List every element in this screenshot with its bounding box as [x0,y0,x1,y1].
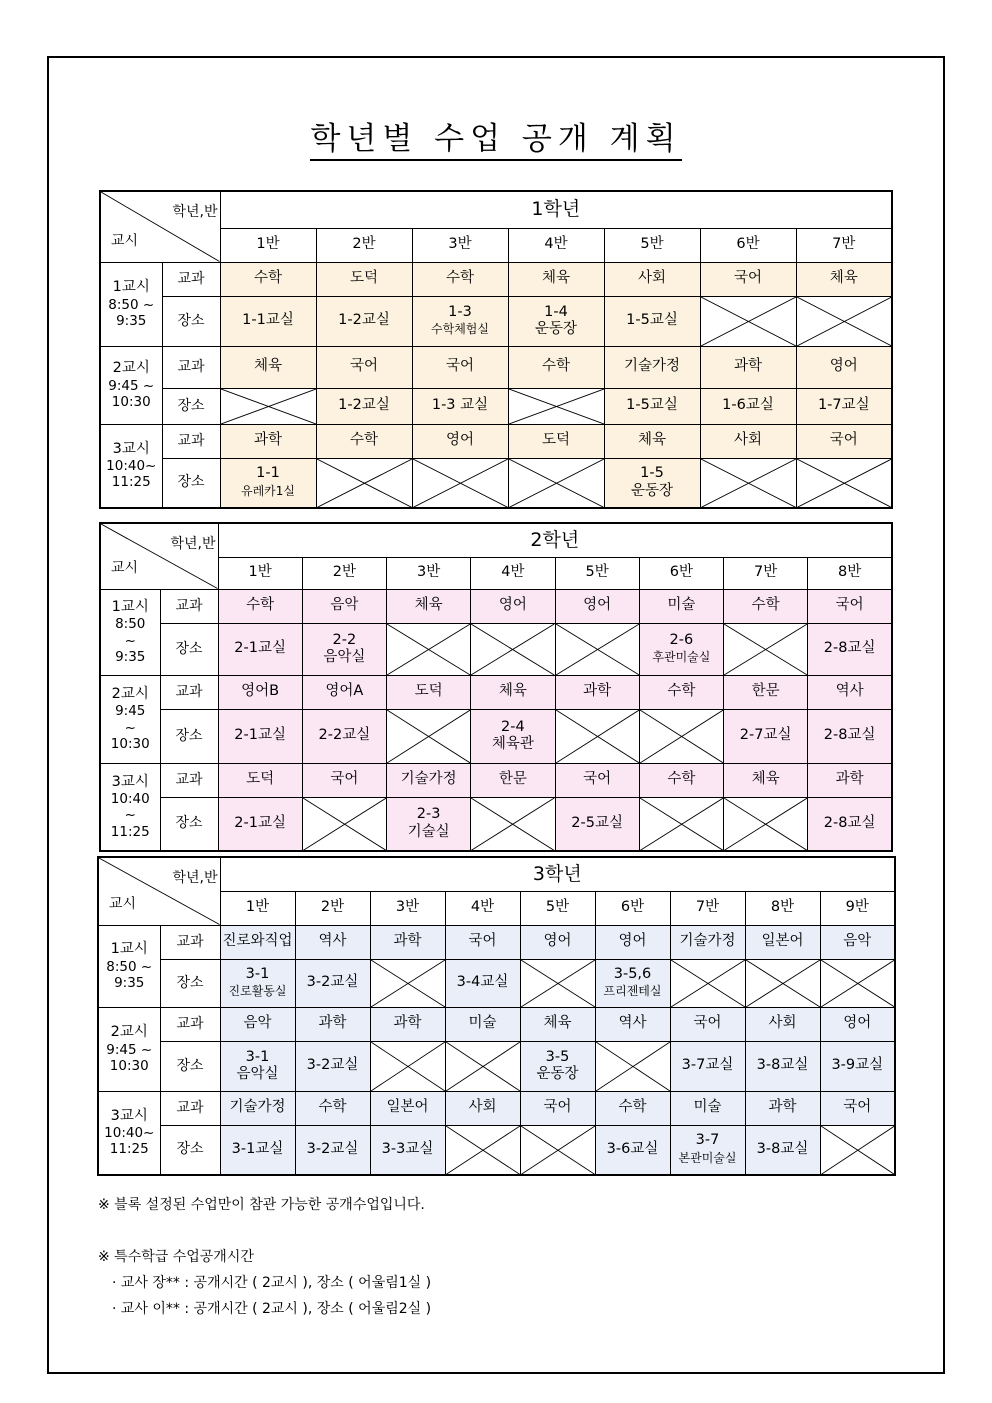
closed-cell-cross [700,296,796,346]
place-line: 1-5 [640,465,664,482]
place-line: 2-8교실 [823,727,876,744]
place-line: 2-8교실 [823,640,876,657]
subject-cell: 사회 [745,1007,820,1041]
place-line: 2-8교실 [823,815,876,832]
class-header: 1반 [220,891,295,925]
row-label-place: 장소 [162,296,220,346]
subject-cell: 수학 [295,1091,370,1125]
subject-cell: 수학 [316,424,412,458]
place-cell [808,623,892,675]
place-line: 프리젠테실 [603,984,662,998]
header-corner [100,191,220,262]
subject-cell: 역사 [295,925,370,959]
subject-cell: 국어 [796,424,892,458]
class-header: 2반 [316,228,412,262]
place-line: 운동장 [630,482,674,499]
subject-cell: 과학 [555,675,639,709]
period-name: 1교시 [110,941,148,958]
closed-cell-cross [745,959,820,1007]
place-cell [508,296,604,346]
place-cell [316,388,412,424]
note-teacher-2: · 교사 이** : 공개시간 ( 2교시 ), 장소 ( 어울림2실 ) [112,1301,432,1317]
subject-cell: 기술가정 [220,1091,295,1125]
period-time: 9:35 [116,312,147,329]
period-time: ~ [124,807,136,824]
period-cell [100,346,162,424]
place-cell [220,1041,295,1091]
place-cell [796,388,892,424]
closed-cell-cross [412,458,508,508]
subject-cell: 국어 [670,1007,745,1041]
period-name: 1교시 [111,599,149,616]
place-line: 2-1교실 [234,815,286,832]
subject-cell: 수학 [508,346,604,388]
place-cell [445,959,520,1007]
class-header: 4반 [471,557,555,589]
place-line: 3-7 [695,1132,720,1149]
closed-cell-cross [724,797,808,851]
period-time: 10:30 [111,393,151,410]
subject-cell: 국어 [820,1091,895,1125]
closed-cell-cross [471,623,555,675]
place-cell [670,1041,745,1091]
period-name: 2교시 [112,360,150,377]
place-cell [724,709,808,763]
row-label-subject: 교과 [162,346,220,388]
header-grade-ban: 학년,반 [172,870,218,886]
closed-cell-cross [796,296,892,346]
place-line: 기술실 [407,823,450,840]
period-time: 10:30 [109,1057,149,1074]
place-line: 1-7교실 [817,397,870,414]
subject-cell: 미술 [639,589,723,623]
subject-cell: 국어 [445,925,520,959]
subject-cell: 수학 [412,262,508,296]
grade-title: 2학년 [218,523,892,557]
note-observation: ※ 블록 설정된 수업만이 참관 가능한 공개수업입니다. [98,1197,425,1213]
subject-cell: 영어B [218,675,302,709]
subject-cell: 도덕 [508,424,604,458]
subject-cell: 수학 [639,763,723,797]
place-cell [670,1125,745,1175]
place-line: 1-2교실 [338,397,390,414]
row-label-subject: 교과 [160,925,220,959]
place-cell [412,388,508,424]
row-label-place: 장소 [160,797,218,851]
subject-cell: 기술가정 [387,763,471,797]
place-cell [295,959,370,1007]
subject-cell: 영어 [412,424,508,458]
class-header: 2반 [295,891,370,925]
place-line: 음악실 [323,649,366,665]
subject-cell: 국어 [302,763,386,797]
period-cell [98,925,160,1007]
header-period: 교시 [109,895,137,912]
place-line: 1-4 [544,303,568,320]
place-line: 3-1 [245,965,270,982]
row-label-subject: 교과 [160,589,218,623]
place-line: 2-6 [669,631,694,648]
row-label-subject: 교과 [162,424,220,458]
period-cell [100,262,162,346]
subject-cell: 체육 [604,424,700,458]
subject-cell: 진로와직업 [220,925,295,959]
subject-cell: 사회 [604,262,700,296]
row-label-place: 장소 [160,623,218,675]
period-time: 8:50 ~ [108,296,155,313]
subject-cell: 기술가정 [604,346,700,388]
place-line: 본관미술실 [678,1150,737,1165]
closed-cell-cross [220,388,316,424]
place-cell [745,1125,820,1175]
subject-cell: 도덕 [387,675,471,709]
subject-cell: 사회 [445,1091,520,1125]
place-cell [220,458,316,508]
row-label-place: 장소 [160,709,218,763]
subject-cell: 국어 [808,589,892,623]
place-line: 1-3 교실 [431,397,489,414]
period-time: 10:40~ [106,458,157,475]
place-cell [520,1041,595,1091]
place-line: 2-5교실 [571,815,623,832]
subject-cell: 영어 [555,589,639,623]
place-line: 3-3교실 [381,1141,434,1158]
place-line: 2-7교실 [739,727,792,744]
closed-cell-cross [724,623,808,675]
place-cell [387,797,471,851]
header-grade-ban: 학년,반 [172,204,218,220]
subject-cell: 음악 [820,925,895,959]
closed-cell-cross [445,1041,520,1091]
period-cell [100,675,160,763]
subject-cell: 체육 [724,763,808,797]
row-label-subject: 교과 [160,675,218,709]
place-line: 3-9교실 [831,1057,884,1074]
closed-cell-cross [387,623,471,675]
class-header: 1반 [220,228,316,262]
place-line: 1-2교실 [338,312,390,329]
class-header: 6반 [595,891,670,925]
place-cell [295,1041,370,1091]
place-line: 3-4교실 [456,974,509,991]
place-line: 3-8교실 [756,1057,809,1074]
period-cell [98,1091,160,1175]
class-header: 5반 [520,891,595,925]
place-cell [316,296,412,346]
place-line: 3-6교실 [606,1141,659,1158]
subject-cell: 수학 [595,1091,670,1125]
subject-cell: 도덕 [218,763,302,797]
subject-cell: 체육 [387,589,471,623]
place-line: 후관미술실 [652,650,711,664]
class-header: 7반 [796,228,892,262]
class-header: 6반 [639,557,723,589]
place-cell [639,623,723,675]
class-header: 2반 [302,557,386,589]
closed-cell-cross [670,959,745,1007]
subject-cell: 한문 [471,763,555,797]
place-line: 1-1교실 [242,312,294,329]
place-cell [808,797,892,851]
class-header: 8반 [808,557,892,589]
closed-cell-cross [370,1041,445,1091]
place-cell [220,1125,295,1175]
subject-cell: 국어 [316,346,412,388]
class-header: 3반 [370,891,445,925]
place-line: 1-5교실 [626,312,678,329]
closed-cell-cross [639,709,723,763]
subject-cell: 과학 [370,925,445,959]
subject-cell: 국어 [555,763,639,797]
place-cell [808,709,892,763]
place-cell [302,709,386,763]
place-cell [302,623,386,675]
schedule-table-grade-2 [99,522,893,852]
subject-cell: 체육 [796,262,892,296]
place-line: 1-3 [448,303,472,320]
place-cell [218,797,302,851]
closed-cell-cross [820,1125,895,1175]
class-header: 5반 [555,557,639,589]
place-line: 2-2교실 [318,727,371,744]
period-time: ~ [124,719,136,736]
place-cell [412,296,508,346]
place-line: 3-7교실 [681,1057,734,1074]
period-time: 9:35 [114,974,145,991]
place-line: 3-1교실 [231,1141,284,1158]
closed-cell-cross [508,388,604,424]
note-special-class: ※ 특수학급 수업공개시간 [98,1249,254,1265]
period-time: ~ [124,632,136,649]
class-header: 7반 [670,891,745,925]
place-line: 2-1교실 [234,727,286,744]
period-time: 9:35 [115,648,146,665]
subject-cell: 미술 [445,1007,520,1041]
closed-cell-cross [555,709,639,763]
schedule-table-grade-1 [99,190,893,509]
grade-title: 1학년 [220,191,892,228]
subject-cell: 국어 [700,262,796,296]
subject-cell: 영어A [302,675,386,709]
subject-cell: 수학 [724,589,808,623]
place-cell [595,959,670,1007]
subject-cell: 과학 [808,763,892,797]
place-cell [595,1125,670,1175]
subject-cell: 영어 [471,589,555,623]
row-label-subject: 교과 [160,763,218,797]
place-cell [745,1041,820,1091]
place-line: 3-2교실 [306,1141,359,1158]
period-time: 10:30 [110,735,150,752]
schedule-table-grade-3 [97,856,896,1176]
closed-cell-cross [370,959,445,1007]
closed-cell-cross [820,959,895,1007]
period-time: 11:25 [111,474,151,491]
subject-cell: 체육 [520,1007,595,1041]
subject-cell: 과학 [700,346,796,388]
grade-title: 3학년 [220,857,895,891]
subject-cell: 일본어 [745,925,820,959]
place-cell [471,709,555,763]
row-label-subject: 교과 [160,1091,220,1125]
place-line: 운동장 [536,1066,579,1082]
place-cell [220,959,295,1007]
class-header: 4반 [445,891,520,925]
place-cell [295,1125,370,1175]
place-cell [820,1041,895,1091]
subject-cell: 수학 [218,589,302,623]
place-cell [700,388,796,424]
subject-cell: 체육 [220,346,316,388]
closed-cell-cross [520,959,595,1007]
class-header: 3반 [412,228,508,262]
place-cell [604,388,700,424]
place-line: 1-1 [256,465,280,482]
place-cell [604,296,700,346]
row-label-place: 장소 [160,1125,220,1175]
subject-cell: 영어 [595,925,670,959]
period-name: 3교시 [110,1107,148,1124]
subject-cell: 음악 [302,589,386,623]
place-line: 2-2 [332,631,357,648]
place-cell [604,458,700,508]
period-name: 2교시 [110,1024,148,1041]
closed-cell-cross [700,458,796,508]
page-title: 학년별 수업 공개 계획 [0,113,992,158]
place-cell [218,709,302,763]
closed-cell-cross [796,458,892,508]
subject-cell: 과학 [370,1007,445,1041]
row-label-subject: 교과 [160,1007,220,1041]
subject-cell: 국어 [412,346,508,388]
period-time: 9:45 [115,703,146,720]
period-time: 8:50 [115,616,146,633]
class-header: 3반 [387,557,471,589]
subject-cell: 미술 [670,1091,745,1125]
place-line: 1-6교실 [722,397,774,414]
subject-cell: 과학 [220,424,316,458]
period-time: 8:50 ~ [106,958,153,975]
note-teacher-1: · 교사 장** : 공개시간 ( 2교시 ), 장소 ( 어울림1실 ) [112,1275,432,1291]
closed-cell-cross [471,797,555,851]
subject-cell: 도덕 [316,262,412,296]
class-header: 6반 [700,228,796,262]
place-line: 3-8교실 [756,1141,809,1158]
closed-cell-cross [445,1125,520,1175]
period-time: 11:25 [109,1141,149,1158]
closed-cell-cross [555,623,639,675]
place-line: 3-5 [545,1048,570,1065]
subject-cell: 사회 [700,424,796,458]
period-time: 11:25 [110,823,150,840]
subject-cell: 과학 [295,1007,370,1041]
period-name: 2교시 [111,686,149,703]
header-corner [98,857,220,925]
period-time: 10:40 [110,791,150,808]
place-cell [218,623,302,675]
subject-cell: 체육 [471,675,555,709]
place-line: 수학체험실 [431,322,489,336]
header-corner [100,523,218,589]
subject-cell: 기술가정 [670,925,745,959]
place-line: 3-1 [245,1048,270,1065]
place-line: 2-3 [416,806,441,823]
period-name: 3교시 [111,773,149,790]
header-period: 교시 [111,559,139,576]
class-header: 9반 [820,891,895,925]
place-line: 3-2교실 [306,974,359,991]
subject-cell: 영어 [796,346,892,388]
period-time: 9:45 ~ [108,377,155,394]
subject-cell: 음악 [220,1007,295,1041]
period-cell [100,424,162,508]
place-line: 운동장 [534,321,578,337]
place-line: 1-5교실 [626,397,678,414]
closed-cell-cross [302,797,386,851]
place-line: 3-2교실 [306,1057,359,1074]
period-name: 1교시 [112,279,150,296]
class-header: 4반 [508,228,604,262]
place-line: 유레카1실 [240,483,295,498]
closed-cell-cross [595,1041,670,1091]
closed-cell-cross [639,797,723,851]
subject-cell: 국어 [520,1091,595,1125]
period-time: 9:45 ~ [106,1041,153,1058]
place-cell [220,296,316,346]
header-grade-ban: 학년,반 [170,536,216,552]
class-header: 1반 [218,557,302,589]
row-label-place: 장소 [160,1041,220,1091]
period-cell [100,589,160,675]
subject-cell: 수학 [220,262,316,296]
place-line: 2-1교실 [234,640,286,657]
subject-cell: 역사 [595,1007,670,1041]
place-line: 3-5,6 [613,965,652,982]
closed-cell-cross [387,709,471,763]
closed-cell-cross [316,458,412,508]
place-line: 음악실 [236,1066,279,1082]
period-cell [98,1007,160,1091]
subject-cell: 한문 [724,675,808,709]
place-line: 2-4 [501,718,525,735]
row-label-place: 장소 [162,458,220,508]
header-period: 교시 [111,232,139,249]
subject-cell: 영어 [820,1007,895,1041]
subject-cell: 역사 [808,675,892,709]
class-header: 5반 [604,228,700,262]
closed-cell-cross [508,458,604,508]
subject-cell: 영어 [520,925,595,959]
class-header: 7반 [724,557,808,589]
row-label-place: 장소 [162,388,220,424]
place-line: 체육관 [491,736,534,752]
subject-cell: 일본어 [370,1091,445,1125]
place-cell [370,1125,445,1175]
class-header: 8반 [745,891,820,925]
place-line: 진로활동실 [228,984,287,998]
subject-cell: 과학 [745,1091,820,1125]
subject-cell: 체육 [508,262,604,296]
period-time: 10:40~ [104,1125,155,1142]
place-cell [555,797,639,851]
row-label-subject: 교과 [162,262,220,296]
subject-cell: 수학 [639,675,723,709]
period-cell [100,763,160,851]
closed-cell-cross [520,1125,595,1175]
period-name: 3교시 [112,440,150,457]
row-label-place: 장소 [160,959,220,1007]
